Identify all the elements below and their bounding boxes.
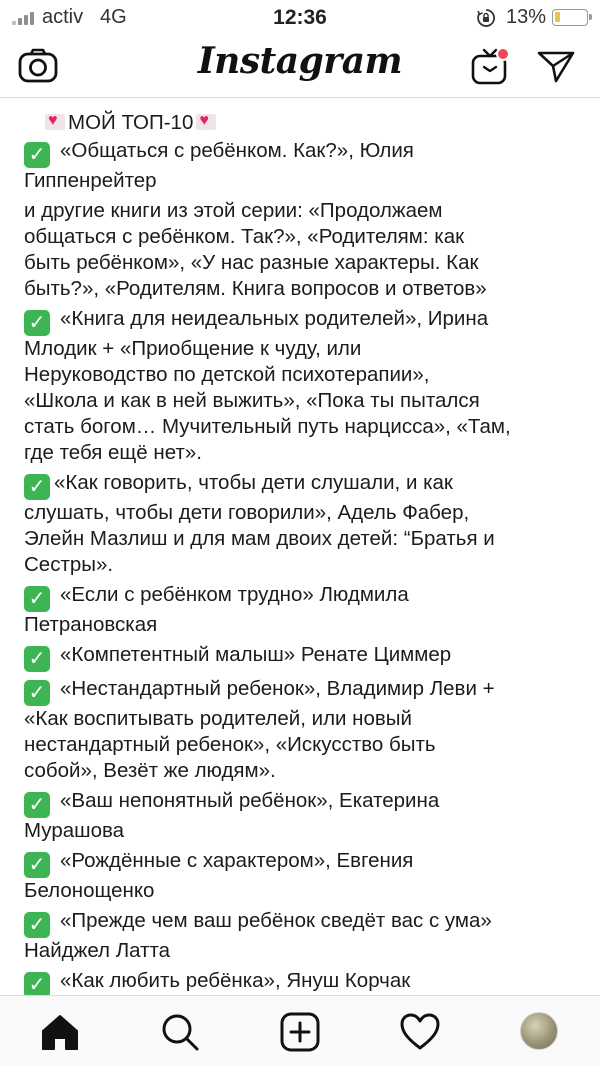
- status-bar: [0, 0, 600, 34]
- book-list-item-text: нестандартный ребенок», «Искусство быть: [24, 733, 436, 756]
- book-list-item: [24, 788, 590, 844]
- book-list-item-text: «Как воспитывать родителей, или новый: [24, 707, 412, 730]
- book-list-item-text: «Общаться с ребёнком. Как?», Юлия: [60, 139, 414, 162]
- love-letter-icon: [45, 114, 65, 130]
- search-icon[interactable]: [158, 1010, 202, 1054]
- direct-message-icon[interactable]: [536, 48, 576, 84]
- book-list-item-text: Найджел Латта: [24, 939, 171, 962]
- book-list-item-text: «Как любить ребёнка», Януш Корчак: [60, 969, 411, 992]
- book-list-item-text: «Если с ребёнком трудно» Людмила: [60, 583, 409, 606]
- battery-icon: [552, 9, 588, 26]
- book-list-item-text: Мурашова: [24, 819, 125, 842]
- activity-heart-icon[interactable]: [398, 1010, 442, 1054]
- caption-header: [24, 110, 590, 136]
- book-list-item: [24, 908, 590, 964]
- book-list-item-text: и другие книги из этой серии: «Продолжаем: [24, 199, 443, 222]
- book-list-item-text: «Книга для неидеальных родителей», Ирина: [60, 307, 489, 330]
- status-time: 12:36: [273, 6, 327, 29]
- book-list-item-text: быть?», «Родителям. Книга вопросов и ответов»: [24, 277, 487, 300]
- caption-header-text: МОЙ ТОП-10: [68, 111, 194, 134]
- check-mark-icon: ✓: [24, 474, 50, 500]
- check-mark-icon: ✓: [24, 792, 50, 818]
- check-mark-icon: ✓: [24, 680, 50, 706]
- check-mark-icon: ✓: [24, 310, 50, 336]
- network-type: 4G: [100, 6, 127, 28]
- book-list-item-text: где тебя ещё нет».: [24, 441, 202, 464]
- book-list-item: [24, 198, 590, 302]
- book-list-item-text: собой», Везёт же людям».: [24, 759, 276, 782]
- instagram-logo: Instagram: [197, 40, 403, 82]
- book-list-item-text: Млодик + «Приобщение к чуду, или: [24, 337, 362, 360]
- post-caption-area[interactable]: [0, 98, 600, 995]
- carrier-name: activ: [42, 6, 84, 28]
- post-caption: [24, 110, 590, 995]
- book-list-item-text: «Как говорить, чтобы дети слушали, и как: [54, 471, 453, 494]
- top-nav-bar: [0, 34, 600, 98]
- book-list-item-text: Элейн Мазлиш и для мам двоих детей: “Братья и: [24, 527, 495, 550]
- book-list-item-text: «Ваш непонятный ребёнок», Екатерина: [60, 789, 440, 812]
- new-post-icon[interactable]: [278, 1010, 322, 1054]
- book-list-item: [24, 676, 590, 784]
- book-list-item: [24, 470, 590, 578]
- check-mark-icon: ✓: [24, 972, 50, 995]
- book-list-item-text: «Компетентный малыш» Ренате Циммер: [60, 643, 452, 666]
- book-list-item: [24, 968, 590, 995]
- book-list-item-text: Белонощенко: [24, 879, 155, 902]
- check-mark-icon: ✓: [24, 852, 50, 878]
- book-list: [24, 138, 590, 995]
- book-list-item: [24, 306, 590, 466]
- book-list-item-text: «Прежде чем ваш ребёнок сведёт вас с ума»: [60, 909, 492, 932]
- check-mark-icon: ✓: [24, 586, 50, 612]
- book-list-item-text: «Нестандартный ребенок», Владимир Леви +: [60, 677, 495, 700]
- book-list-item: [24, 138, 590, 194]
- book-list-item-text: общаться с ребёнком. Так?», «Родителям: как: [24, 225, 465, 248]
- book-list-item: [24, 642, 590, 672]
- love-letter-icon: [196, 114, 216, 130]
- check-mark-icon: ✓: [24, 646, 50, 672]
- home-icon[interactable]: [38, 1010, 82, 1054]
- book-list-item-text: быть ребёнком», «У нас разные характеры. Как: [24, 251, 479, 274]
- orientation-lock-icon: [476, 8, 496, 28]
- bottom-tab-bar: [0, 995, 600, 1066]
- book-list-item-text: Гиппенрейтер: [24, 169, 157, 192]
- book-list-item-text: Сестры».: [24, 553, 114, 576]
- battery-percent: 13%: [506, 6, 547, 28]
- book-list-item: [24, 582, 590, 638]
- book-list-item: [24, 848, 590, 904]
- book-list-item-text: «Рождённые с характером», Евгения: [60, 849, 414, 872]
- book-list-item-text: Неруководство по детской психотерапии»,: [24, 363, 430, 386]
- profile-avatar[interactable]: [520, 1012, 558, 1050]
- book-list-item-text: слушать, чтобы дети говорили», Адель Фабер,: [24, 501, 470, 524]
- igtv-icon[interactable]: [470, 46, 510, 86]
- check-mark-icon: ✓: [24, 912, 50, 938]
- book-list-item-text: «Школа и как в ней выжить», «Пока ты пытался: [24, 389, 480, 412]
- book-list-item-text: Петрановская: [24, 613, 158, 636]
- check-mark-icon: ✓: [24, 142, 50, 168]
- book-list-item-text: стать богом… Мучительный путь нарцисса», «Там,: [24, 415, 511, 438]
